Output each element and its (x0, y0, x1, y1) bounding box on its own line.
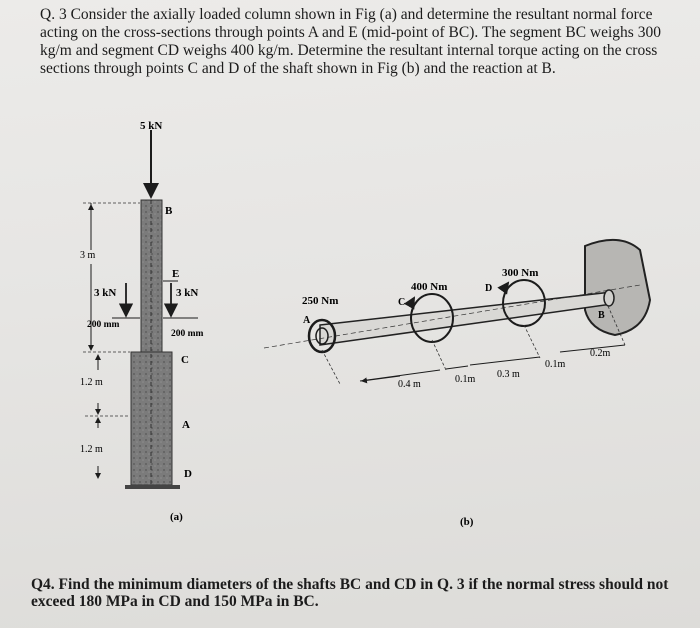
fig-b-label-c: C (398, 297, 406, 308)
dim-3-label: 0.3 m (497, 369, 520, 380)
figure-b (264, 240, 650, 528)
fig-b-label-b: B (598, 310, 605, 321)
left-load-label: 3 kN (94, 287, 117, 299)
fig-b-caption: (b) (460, 516, 474, 528)
wall-support (585, 240, 650, 335)
right-load-label: 3 kN (176, 287, 199, 299)
fig-a-label-b: B (165, 205, 173, 217)
dim-1-label: 0.4 m (398, 379, 421, 390)
figure-a (80, 120, 204, 523)
left-offset-label: 200 mm (87, 320, 120, 330)
question-4-text: Q4. Find the minimum diameters of the shafts BC and CD in Q. 3 if the normal stress should not exceed 180 MPa in CD and 150 MPa in BC. (31, 576, 669, 610)
fig-a-label-e: E (172, 268, 180, 280)
fig-a-label-a: A (182, 419, 190, 431)
dim-4-label: 0.1m (545, 359, 566, 370)
dim-2-label: 0.1m (455, 374, 476, 385)
torque-c-label: 400 Nm (411, 281, 448, 293)
fig-a-caption: (a) (170, 511, 183, 523)
dim-5-label: 0.2m (590, 348, 611, 359)
question-3-text: Q. 3 Consider the axially loaded column shown in Fig (a) and determine the resultant normal force acting on the cross-sections through points A and E (mid-point of BC). The segment BC weighs 300 kg/m and segment CD weighs 400 kg/m. Determine the resultant internal torque acting on the cross sections through points C and D of the shaft shown in Fig (b) and the reaction at B. (40, 6, 661, 77)
column-cd (131, 352, 172, 485)
torque-a-label: 250 Nm (302, 295, 339, 307)
fig-a-label-c: C (181, 354, 189, 366)
fig-a-label-d: D (184, 468, 192, 480)
right-offset-label: 200 mm (171, 329, 204, 339)
shaft (320, 292, 612, 345)
dim-top-label: 3 m (80, 250, 96, 261)
top-load-label: 5 kN (140, 120, 163, 132)
torque-d-label: 300 Nm (502, 267, 539, 279)
dim-bot-label: 1.2 m (80, 444, 103, 455)
column-bc (141, 200, 162, 352)
fig-b-label-a: A (303, 315, 311, 326)
fig-b-label-d: D (485, 283, 493, 294)
dim-mid-label: 1.2 m (80, 377, 103, 388)
base-support (125, 485, 180, 489)
